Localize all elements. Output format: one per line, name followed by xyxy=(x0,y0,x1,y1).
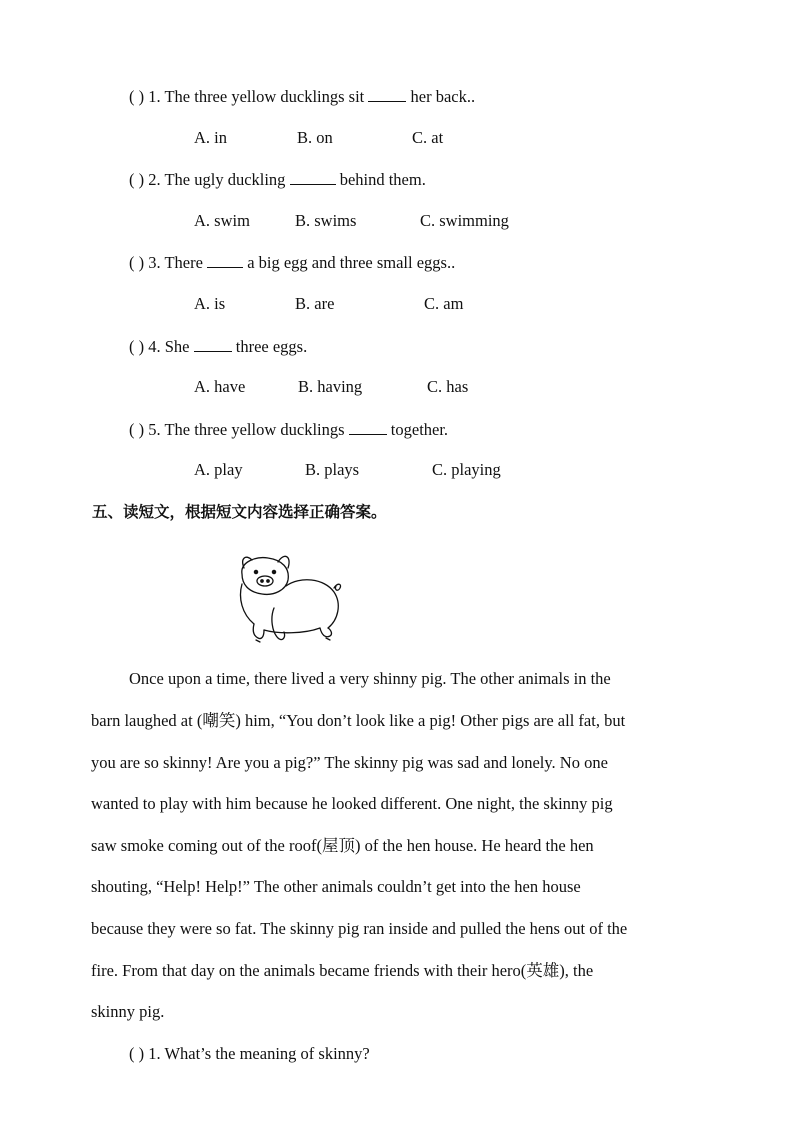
option-c[interactable]: C. at xyxy=(412,128,444,147)
question-text-before: The three yellow ducklings xyxy=(164,420,345,439)
question-text-after: behind them. xyxy=(339,170,426,189)
question-text-before: There xyxy=(164,253,203,272)
pig-illustration-icon xyxy=(234,548,344,644)
question-text-before: She xyxy=(164,337,190,356)
answer-blank[interactable] xyxy=(349,420,387,435)
question-number: 4. xyxy=(148,337,161,356)
passage-line: because they were so fat. The skinny pig ran inside and pulled the hens out of the xyxy=(91,919,628,938)
passage-line: saw smoke coming out of the roof(屋顶) of the hen house. He heard the hen xyxy=(91,836,594,855)
passage-line: Once upon a time, there lived a very shinny pig. The other animals in the xyxy=(129,669,611,688)
answer-blank[interactable] xyxy=(207,253,243,268)
question-5 xyxy=(129,419,448,441)
question-text-after: her back.. xyxy=(410,87,476,106)
answer-blank[interactable] xyxy=(290,170,336,185)
question-2 xyxy=(129,169,426,191)
answer-paren[interactable]: ( ) xyxy=(129,420,145,439)
question-text-before: The three yellow ducklings sit xyxy=(164,87,365,106)
option-a[interactable]: A. swim xyxy=(194,211,250,230)
question-1 xyxy=(129,86,475,108)
question-text: 1. What’s the meaning of skinny? xyxy=(148,1044,370,1063)
question-text-before: The ugly duckling xyxy=(164,170,286,189)
option-c[interactable]: C. am xyxy=(424,294,464,313)
question-text-after: three eggs. xyxy=(235,337,308,356)
passage-line: wanted to play with him because he looked different. One night, the skinny pig xyxy=(91,794,613,813)
answer-paren[interactable]: ( ) xyxy=(129,253,145,272)
answer-paren[interactable]: ( ) xyxy=(129,1044,145,1063)
answer-blank[interactable] xyxy=(368,87,406,102)
option-a[interactable]: A. have xyxy=(194,377,246,396)
passage-line: skinny pig. xyxy=(91,1002,165,1021)
answer-paren[interactable]: ( ) xyxy=(129,337,145,356)
option-a[interactable]: A. in xyxy=(194,128,227,147)
section-title: 五、读短文，根据短文内容选择正确答案。 xyxy=(92,503,387,521)
option-c[interactable]: C. playing xyxy=(432,460,501,479)
option-a[interactable]: A. is xyxy=(194,294,226,313)
question-number: 1. xyxy=(148,87,161,106)
question-text-after: a big egg and three small eggs.. xyxy=(247,253,456,272)
question-4 xyxy=(129,336,307,358)
option-c[interactable]: C. swimming xyxy=(420,211,509,230)
option-b[interactable]: B. are xyxy=(295,294,335,313)
passage-line: barn laughed at (嘲笑) him, “You don’t look like a pig! Other pigs are all fat, but xyxy=(91,711,626,730)
reading-question-1 xyxy=(129,1043,370,1065)
option-b[interactable]: B. having xyxy=(298,377,363,396)
option-c[interactable]: C. has xyxy=(427,377,469,396)
passage-line: you are so skinny! Are you a pig?” The skinny pig was sad and lonely. No one xyxy=(91,753,608,772)
option-b[interactable]: B. swims xyxy=(295,211,357,230)
passage-line: fire. From that day on the animals became friends with their hero(英雄), the xyxy=(91,961,594,980)
option-b[interactable]: B. on xyxy=(297,128,333,147)
answer-blank[interactable] xyxy=(194,337,232,352)
option-b[interactable]: B. plays xyxy=(305,460,360,479)
question-number: 5. xyxy=(148,420,161,439)
question-number: 3. xyxy=(148,253,161,272)
answer-paren[interactable]: ( ) xyxy=(129,87,145,106)
passage-line: shouting, “Help! Help!” The other animals couldn’t get into the hen house xyxy=(91,877,581,896)
question-number: 2. xyxy=(148,170,161,189)
question-text-after: together. xyxy=(390,420,449,439)
question-3 xyxy=(129,252,455,274)
answer-paren[interactable]: ( ) xyxy=(129,170,145,189)
option-a[interactable]: A. play xyxy=(194,460,243,479)
